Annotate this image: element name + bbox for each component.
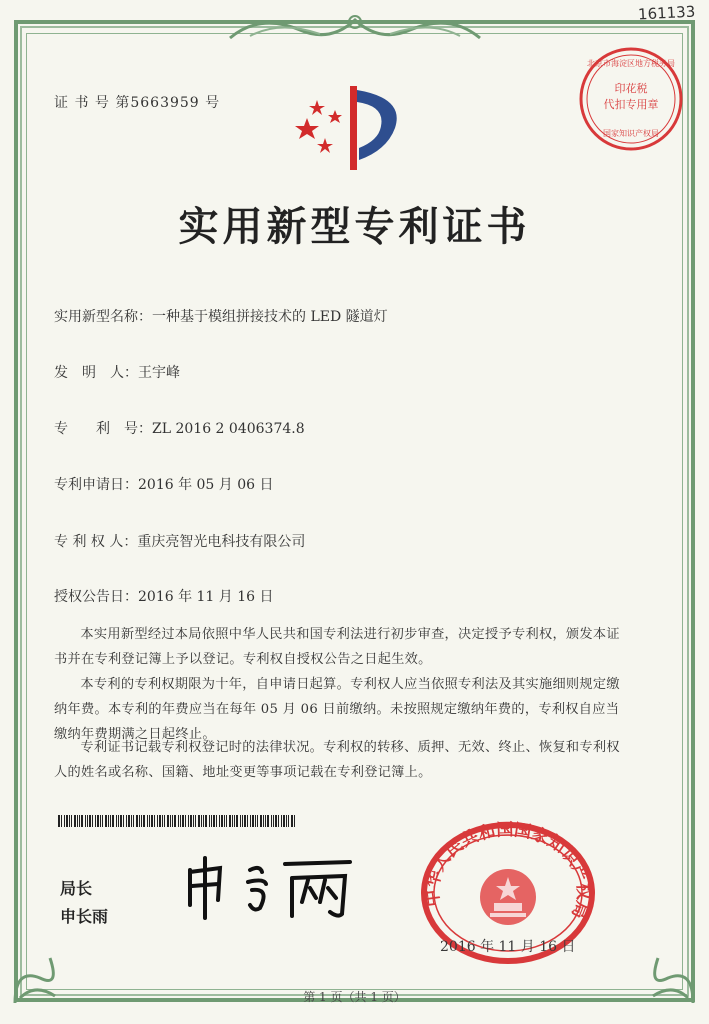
patent-number-value: ZL 2016 2 0406374.8 <box>152 421 305 437</box>
utility-model-name-value: 一种基于模组拼接技术的 LED 隧道灯 <box>152 309 388 325</box>
body-paragraph-3: 专利证书记载专利权登记时的法律状况。专利权的转移、质押、无效、终止、恢复和专利权人的姓名或名称、国籍、地址变更等事项记载在专利登记簿上。 <box>54 740 620 780</box>
field-label: 发 明 人： <box>54 365 138 381</box>
utility-model-name-field <box>54 306 388 326</box>
application-date-field <box>54 474 274 494</box>
field-label: 授权公告日： <box>54 589 138 605</box>
field-label: 专利申请日： <box>54 477 138 493</box>
svg-text:北京市海淀区地方税务局: 北京市海淀区地方税务局 <box>587 59 675 68</box>
patent-office-emblem-icon <box>295 78 415 178</box>
patentee-field <box>54 531 305 551</box>
handwritten-note: 161133 <box>637 2 696 24</box>
grant-announcement-date-field <box>54 586 274 606</box>
body-paragraph-2: 本专利的专利权期限为十年，自申请日起算。专利权人应当依照专利法及其实施细则规定缴纳年费。本专利的年费应当在每年 05 月 06 日前缴纳。未按照规定缴纳年费的，专利权自应当缴纳年费期满之日起终止。 <box>54 677 620 742</box>
svg-text:国家知识产权局: 国家知识产权局 <box>603 129 659 138</box>
barcode <box>58 815 298 827</box>
svg-text:中华人民共和国国家知识产权局: 中华人民共和国国家知识产权局 <box>422 820 594 922</box>
grant-announcement-date-value: 2016 年 11 月 16 日 <box>138 589 274 605</box>
seal-date: 2016 年 11 月 16 日 <box>440 939 576 955</box>
application-date-value: 2016 年 05 月 06 日 <box>138 477 274 493</box>
patentee-value: 重庆亮智光电科技有限公司 <box>137 534 306 550</box>
page-footer: 第 1 页（共 1 页） <box>303 990 406 1004</box>
director-signature <box>180 850 365 920</box>
inventor-value: 王宇峰 <box>138 365 180 381</box>
field-label: 专 利 号： <box>54 421 152 437</box>
patent-number-field <box>54 418 305 438</box>
inventor-field <box>54 362 180 382</box>
body-paragraph-1: 本实用新型经过本局依照中华人民共和国专利法进行初步审查，决定授予专利权，颁发本证书并在专利登记簿上予以登记。专利权自授权公告之日起生效。 <box>54 627 620 667</box>
tax-stamp-seal <box>576 44 686 154</box>
field-label: 实用新型名称： <box>54 309 152 325</box>
director-name: 申长雨 <box>60 907 109 926</box>
svg-text:代扣专用章: 代扣专用章 <box>603 98 659 111</box>
top-ornament-icon <box>220 8 490 48</box>
certificate-number: 证 书 号 第5663959 号 <box>54 95 221 111</box>
certificate-title: 实用新型专利证书 <box>178 204 531 250</box>
director-title: 局长 <box>60 879 93 898</box>
svg-text:印花税: 印花税 <box>614 82 648 95</box>
field-label: 专 利 权 人： <box>54 534 138 550</box>
